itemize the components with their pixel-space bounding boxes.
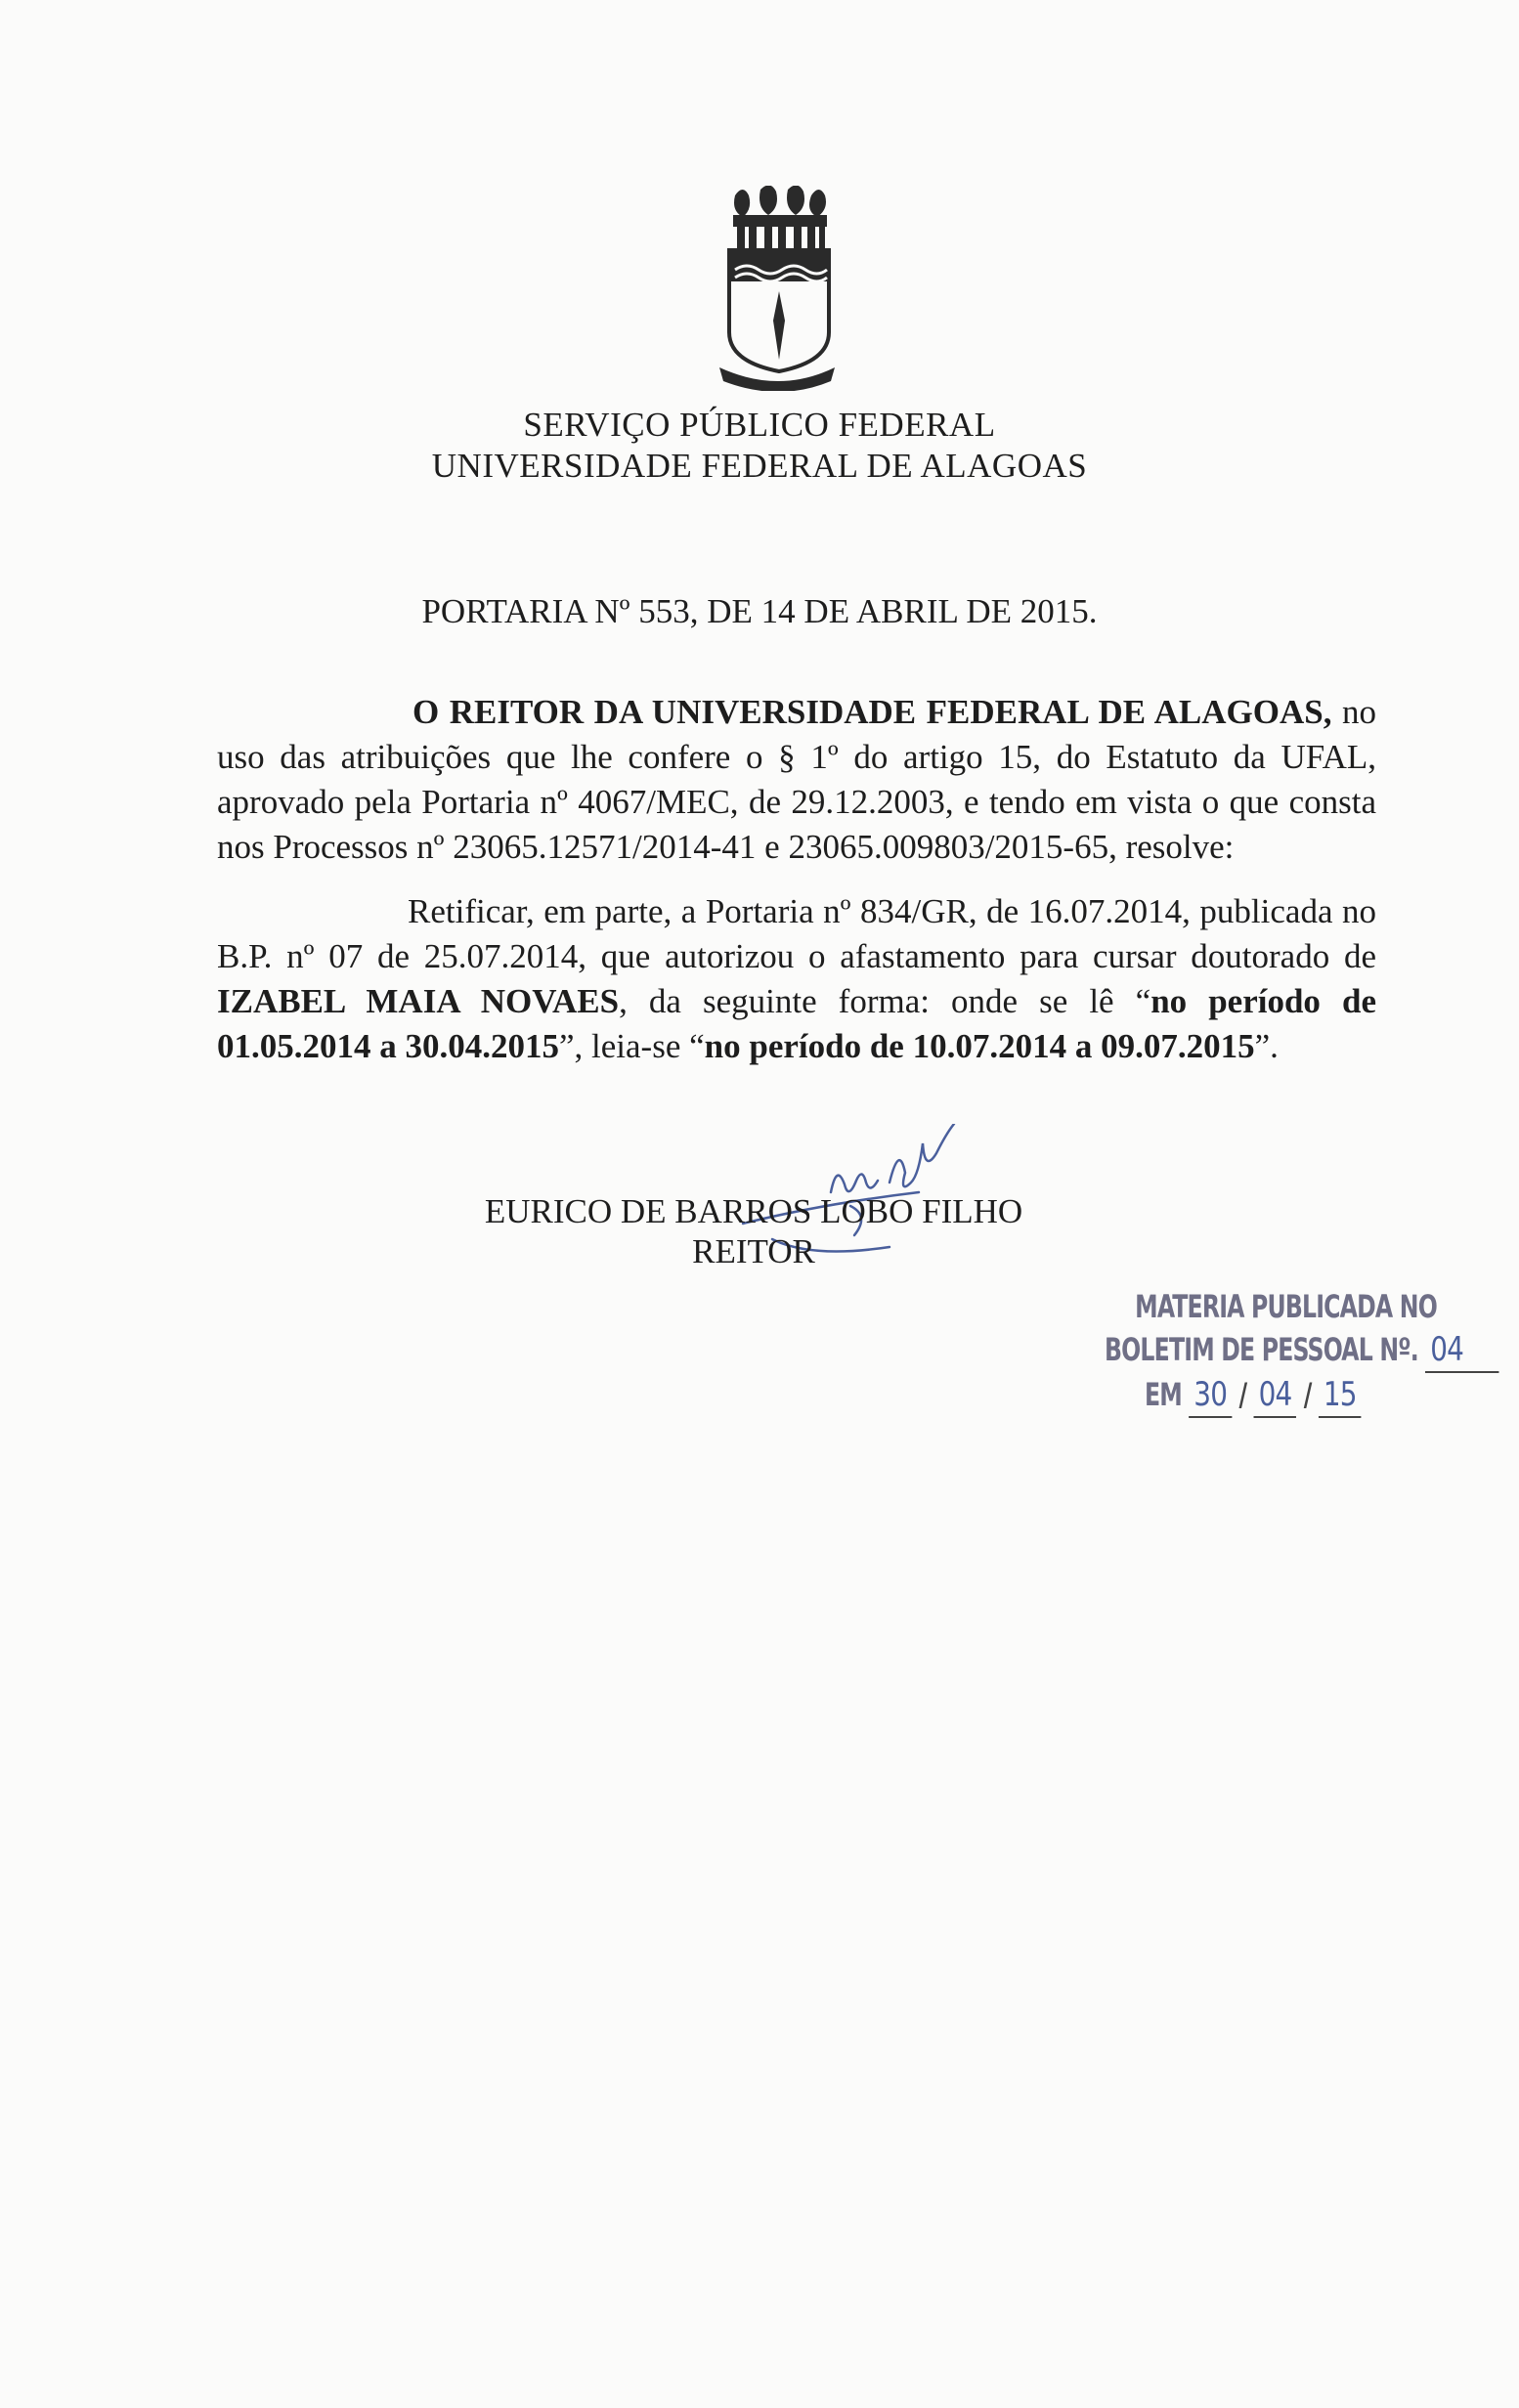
resolution-text-b: , da seguinte forma: onde se lê “: [619, 982, 1151, 1020]
header-line-2: UNIVERSIDADE FEDERAL DE ALAGOAS: [431, 447, 1088, 485]
person-name: IZABEL MAIA NOVAES: [217, 982, 620, 1020]
stamp-line-2-text: BOLETIM DE PESSOAL Nº.: [1105, 1331, 1418, 1368]
paragraph-resolution: [217, 889, 1376, 1069]
period-old: no período de 01.05.2014 a 30.04.2015: [217, 982, 1376, 1065]
resolution-text-a: Retificar, em parte, a Portaria nº 834/GR, de 16.07.2014, publicada no B.P. nº 07 de 25.07.2014, que autorizou o afastamento para cursar doutorado de: [217, 892, 1376, 975]
header-line-1: SERVIÇO PÚBLICO FEDERAL: [523, 406, 996, 444]
resolution-text-d: ”.: [1254, 1027, 1279, 1065]
stamp-line-1: MATERIA PUBLICADA NO: [1135, 1288, 1437, 1325]
signatory-role: REITOR: [692, 1232, 815, 1270]
publication-stamp: [1105, 1285, 1464, 1422]
signatory-name: EURICO DE BARROS LOBO FILHO: [484, 1192, 1023, 1230]
stamp-day: 30: [1189, 1373, 1232, 1418]
stamp-date-separator: /: [1238, 1376, 1247, 1413]
paragraph-preamble: [217, 690, 1376, 870]
stamp-line-3: [1105, 1373, 1410, 1418]
preamble-text: no uso das atribuições que lhe confere o § 1º do artigo 15, do Estatuto da UFAL, aprovado pela Portaria nº 4067/MEC, de 29.12.2003, e tendo em vista o que consta nos Processos nº 23065.12571/2014-41 e 23065.009803/2015-65, resolve:: [217, 693, 1377, 866]
stamp-bulletin-number: 04: [1425, 1328, 1498, 1373]
ufal-emblem-icon: [714, 186, 841, 391]
document-title: PORTARIA Nº 553, DE 14 DE ABRIL DE 2015.: [421, 592, 1098, 630]
stamp-date-separator: /: [1303, 1376, 1312, 1413]
stamp-year: 15: [1319, 1373, 1362, 1418]
stamp-month: 04: [1254, 1373, 1297, 1418]
period-new: no período de 10.07.2014 a 09.07.2015: [704, 1027, 1255, 1065]
stamp-date-label: EM: [1145, 1376, 1182, 1413]
stamp-line-2: [1105, 1328, 1464, 1373]
preamble-lead: O REITOR DA UNIVERSIDADE FEDERAL DE ALAGOAS,: [412, 693, 1332, 731]
resolution-text-c: ”, leia-se “: [559, 1027, 705, 1065]
